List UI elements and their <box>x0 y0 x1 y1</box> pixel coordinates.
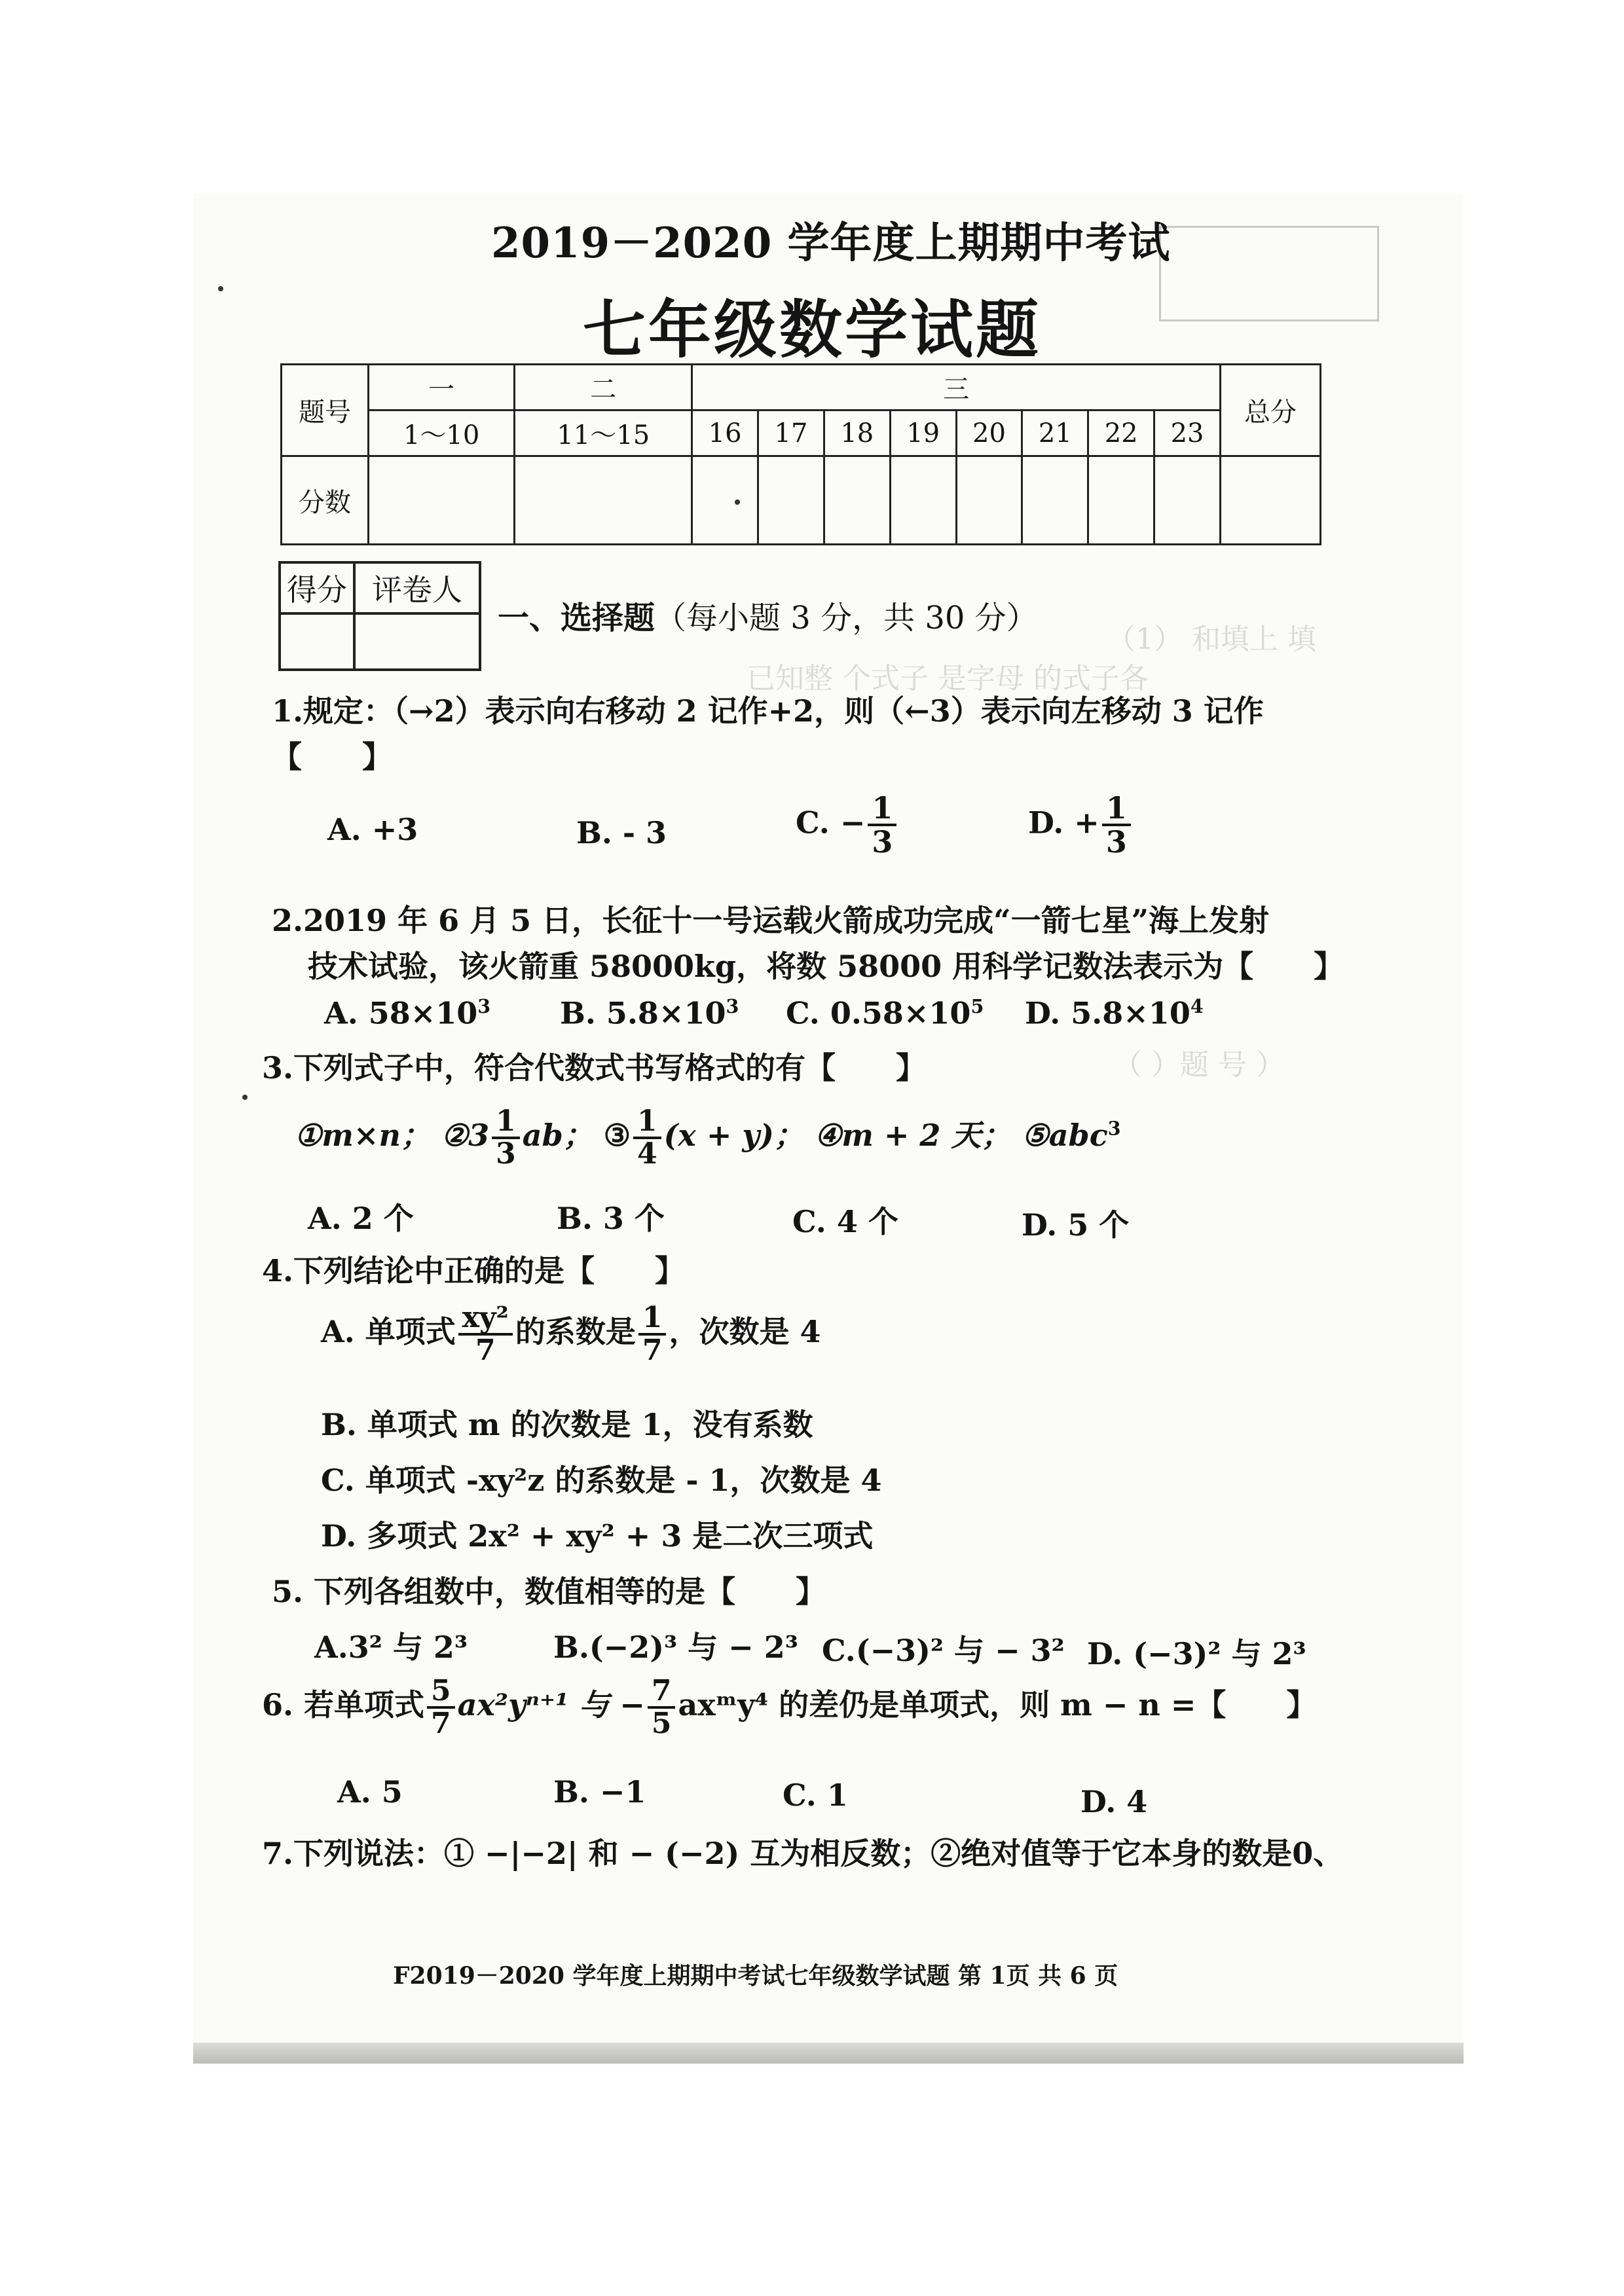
score-cell[interactable] <box>956 456 1022 545</box>
grader-score-cell[interactable] <box>280 613 354 670</box>
fraction-denominator: 7 <box>642 1334 663 1368</box>
q1-option-c <box>796 792 899 858</box>
q3-option-b: B. 3 个 <box>557 1201 665 1236</box>
total-score-cell[interactable] <box>1221 456 1321 545</box>
q6-option-c: C. 1 <box>783 1777 848 1813</box>
grader-name-label: 评卷人 <box>354 562 480 613</box>
q2-option-a-exponent: 3 <box>477 995 491 1017</box>
q3-item-5-exponent: 3 <box>1107 1117 1121 1140</box>
q3-option-d: D. 5 个 <box>1022 1207 1130 1243</box>
paper-bottom-edge <box>193 2043 1464 2064</box>
q6-option-b: B. −1 <box>553 1774 646 1810</box>
q3-item-2 <box>441 1104 593 1171</box>
q6-fraction-2 <box>648 1676 676 1739</box>
fraction-numerator: 5 <box>427 1676 455 1709</box>
q3-item-3-lead: ③ <box>603 1118 631 1154</box>
q4-stem: 4.下列结论中正确的是【 】 <box>262 1253 686 1288</box>
q4-option-a-tail: ，次数是 4 <box>669 1314 821 1350</box>
range-cell: 1～10 <box>369 410 515 456</box>
q6-stem-tail: axᵐy⁴ 的差仍是单项式，则 m − n =【 】 <box>678 1687 1317 1723</box>
q2-option-d-text: D. 5.8×10 <box>1025 995 1190 1031</box>
q5-option-d: D. (−3)² 与 2³ <box>1087 1636 1306 1671</box>
q6-option-a: A. 5 <box>337 1774 403 1810</box>
q5-option-c: C.(−3)² 与 − 3² <box>822 1633 1065 1668</box>
score-cell[interactable] <box>692 456 758 545</box>
group-three-header: 三 <box>692 365 1221 410</box>
q4-option-d: D. 多项式 2x² + xy² + 3 是二次三项式 <box>321 1518 874 1554</box>
q2-option-a <box>324 995 490 1030</box>
q3-item-3 <box>603 1104 804 1171</box>
q4-option-a <box>321 1303 821 1366</box>
number-cell: 17 <box>758 410 824 456</box>
fraction-numerator: 7 <box>648 1676 676 1709</box>
q5-option-a: A.3² 与 2³ <box>314 1630 468 1665</box>
q4-option-a-coefficient <box>638 1303 667 1366</box>
q2-option-b-exponent: 3 <box>726 995 739 1017</box>
q1-option-a: A. +3 <box>327 812 418 847</box>
q6-option-d: D. 4 <box>1080 1784 1148 1819</box>
q1-option-d-fraction <box>1102 792 1131 858</box>
score-cell[interactable] <box>1088 456 1154 545</box>
q2-option-d-exponent: 4 <box>1190 995 1204 1017</box>
q3-option-a: A. 2 个 <box>308 1201 414 1236</box>
q6-stem-lead: 6. 若单项式 <box>262 1687 425 1723</box>
group-one-header: 一 <box>369 365 515 410</box>
score-label: 分数 <box>282 456 369 545</box>
fraction-denominator: 3 <box>1105 824 1127 860</box>
q3-item-3-fraction <box>633 1106 661 1169</box>
score-table <box>280 363 1321 545</box>
q2-stem-line2: 技术试验，该火箭重 58000kg，将数 58000 用科学记数法表示为【 】 <box>308 949 1344 984</box>
q1-option-b: B. - 3 <box>576 815 667 850</box>
score-cell[interactable] <box>515 456 692 545</box>
q3-items <box>295 1106 1121 1169</box>
number-cell: 20 <box>956 410 1022 456</box>
score-cell[interactable] <box>1022 456 1088 545</box>
bleed-through-text: （ ）题 号 ） <box>1113 1048 1285 1082</box>
fraction-numerator: 1 <box>868 792 896 826</box>
page-footer: F2019－2020 学年度上期期中考试七年级数学试题 第 1页 共 6 页 <box>393 1962 1118 1990</box>
q2-option-b-text: B. 5.8×10 <box>560 995 726 1031</box>
q3-option-c: C. 4 个 <box>792 1204 898 1239</box>
score-cell[interactable] <box>369 456 515 545</box>
q6-stem <box>262 1676 1316 1739</box>
number-cell: 19 <box>890 410 956 456</box>
q1-option-d <box>1028 792 1134 858</box>
subject-title: 七年级数学试题 <box>583 293 1041 367</box>
q3-item-3-tail: (x + y)； <box>663 1118 804 1154</box>
fraction-denominator: 7 <box>431 1707 451 1741</box>
fraction-numerator: 1 <box>638 1303 667 1336</box>
q2-option-c-text: C. 0.58×10 <box>786 995 971 1031</box>
exam-title: 2019－2020 学年度上期期中考试 <box>491 219 1171 268</box>
grader-box <box>278 561 481 671</box>
total-label: 总分 <box>1221 365 1321 456</box>
q6-fraction-1 <box>427 1676 455 1739</box>
q2-option-c-exponent: 5 <box>970 995 984 1017</box>
q5-stem: 5. 下列各组数中，数值相等的是【 】 <box>272 1574 826 1609</box>
q7-stem: 7.下列说法：① −|−2| 和 − (−2) 互为相反数；②绝对值等于它本身的数是0、 <box>262 1836 1344 1871</box>
q1-stem: 1.规定：（→2）表示向右移动 2 记作+2，则（←3）表示向左移动 3 记作 <box>272 693 1264 729</box>
scan-speck <box>218 286 223 291</box>
qno-label: 题号 <box>282 365 369 456</box>
faded-stamp <box>1159 226 1379 321</box>
fraction-denominator: 3 <box>496 1137 516 1171</box>
grader-score-label: 得分 <box>280 562 354 613</box>
fraction-numerator: 1 <box>1102 792 1131 826</box>
q3-item-2-lead: ②3 <box>441 1118 490 1154</box>
fraction-denominator: 5 <box>651 1707 672 1741</box>
q6-stem-mid: ax²yⁿ⁺¹ 与 − <box>457 1687 645 1723</box>
q1-answer-bracket[interactable]: 【 】 <box>272 739 392 774</box>
section-heading <box>498 592 1038 638</box>
section-title: 一、选择题 <box>498 600 655 636</box>
q3-item-5-text: ⑤abc <box>1022 1118 1108 1154</box>
q3-item-5 <box>1022 1118 1120 1153</box>
q5-option-b: B.(−2)³ 与 − 2³ <box>553 1630 798 1665</box>
fraction-numerator: xy² <box>458 1303 513 1336</box>
number-cell: 18 <box>824 410 890 456</box>
bleed-through-text: （1） 和填上 填 <box>1107 623 1316 656</box>
number-cell: 22 <box>1088 410 1154 456</box>
group-two-header: 二 <box>515 365 692 410</box>
bleed-through-text: 已知整 个式子 是字母 的式子各 <box>747 662 1149 695</box>
score-cell[interactable] <box>1154 456 1221 545</box>
grader-name-cell[interactable] <box>354 613 480 670</box>
q1-option-c-label: C. − <box>796 805 866 841</box>
q2-option-d <box>1025 995 1204 1030</box>
scan-speck <box>242 1095 248 1100</box>
q2-option-c <box>786 995 984 1030</box>
fraction-denominator: 4 <box>637 1137 657 1171</box>
q4-option-c: C. 单项式 -xy²z 的系数是 - 1，次数是 4 <box>321 1463 882 1498</box>
q3-item-4: ④m + 2 天； <box>814 1118 1012 1154</box>
fraction-denominator: 3 <box>872 824 893 860</box>
fraction-numerator: 1 <box>633 1106 661 1139</box>
score-cell[interactable] <box>890 456 956 545</box>
q3-stem: 3.下列式子中，符合代数式书写格式的有【 】 <box>262 1050 927 1085</box>
q3-item-1: ①m×n； <box>295 1118 431 1154</box>
q4-option-a-lead: A. 单项式 <box>321 1314 456 1350</box>
fraction-numerator: 1 <box>492 1106 520 1139</box>
q2-option-b <box>560 995 739 1030</box>
fraction-denominator: 7 <box>475 1334 496 1368</box>
q2-stem-line1: 2.2019 年 6 月 5 日，长征十一号运载火箭成功完成“一箭七星”海上发射 <box>272 903 1270 938</box>
number-cell: 21 <box>1022 410 1088 456</box>
score-cell[interactable] <box>758 456 824 545</box>
q3-item-2-tail: ab； <box>522 1118 593 1154</box>
number-cell: 16 <box>692 410 758 456</box>
q4-option-b: B. 单项式 m 的次数是 1，没有系数 <box>321 1407 813 1442</box>
number-cell: 23 <box>1154 410 1221 456</box>
section-note: （每小题 3 分，共 30 分） <box>655 600 1038 636</box>
q2-option-a-text: A. 58×10 <box>324 995 478 1031</box>
score-cell[interactable] <box>824 456 890 545</box>
q1-option-d-label: D. + <box>1028 805 1099 841</box>
range-cell: 11～15 <box>515 410 692 456</box>
q4-option-a-fraction <box>458 1303 513 1366</box>
q4-option-a-mid: 的系数是 <box>515 1314 636 1350</box>
q3-item-2-fraction <box>492 1106 520 1169</box>
q1-option-c-fraction <box>868 792 896 858</box>
